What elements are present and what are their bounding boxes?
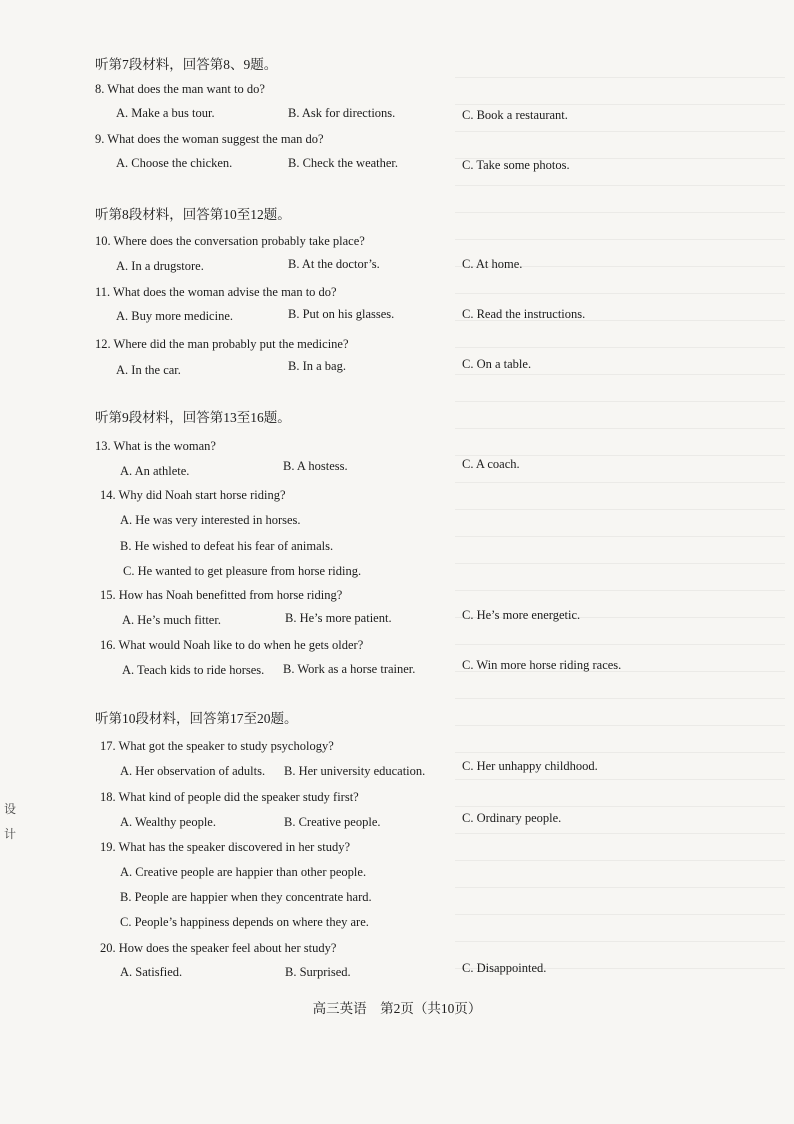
option-b: B. Work as a horse trainer. — [283, 662, 416, 676]
option-a: A. Teach kids to ride horses. — [122, 663, 265, 677]
option-b: B. At the doctor’s. — [288, 257, 380, 271]
option-c: C. Her unhappy childhood. — [462, 759, 598, 773]
option-c: C. Disappointed. — [462, 961, 547, 975]
option-a: A. Satisfied. — [120, 965, 183, 979]
option-b: B. He wished to defeat his fear of animals. — [120, 539, 334, 553]
question-14: 14. Why did Noah start horse riding? — [100, 488, 286, 502]
option-c: C. He’s more energetic. — [462, 608, 581, 622]
option-b: B. Her university education. — [284, 764, 426, 778]
section-header: 听第7段材料，回答第8、9题。 — [95, 57, 278, 72]
option-b: B. Creative people. — [284, 815, 381, 829]
option-a: A. An athlete. — [120, 464, 190, 478]
option-c: C. On a table. — [462, 357, 532, 371]
question-20: 20. How does the speaker feel about her study? — [100, 941, 337, 955]
option-c: C. A coach. — [462, 457, 520, 471]
option-b: B. Put on his glasses. — [288, 307, 395, 321]
section-header: 听第8段材料，回答第10至12题。 — [95, 207, 291, 222]
question-17: 17. What got the speaker to study psychology? — [100, 739, 334, 753]
option-b: B. A hostess. — [283, 459, 348, 473]
section-header: 听第9段材料，回答第13至16题。 — [95, 410, 291, 425]
question-8: 8. What does the man want to do? — [95, 82, 265, 96]
question-18: 18. What kind of people did the speaker study first? — [100, 790, 359, 804]
option-b: B. In a bag. — [288, 359, 346, 373]
option-c: C. Read the instructions. — [462, 307, 586, 321]
option-c: C. Take some photos. — [462, 158, 570, 172]
option-c: C. At home. — [462, 257, 523, 271]
question-10: 10. Where does the conversation probably take place? — [95, 234, 365, 248]
option-c: C. Book a restaurant. — [462, 108, 568, 122]
question-16: 16. What would Noah like to do when he gets older? — [100, 638, 364, 652]
option-a: A. Buy more medicine. — [116, 309, 233, 323]
option-c: C. He wanted to get pleasure from horse riding. — [123, 564, 362, 578]
option-a: A. He’s much fitter. — [122, 613, 221, 627]
margin-mark: 计 — [4, 827, 17, 841]
option-b: B. Surprised. — [285, 965, 351, 979]
option-a: A. Wealthy people. — [120, 815, 216, 829]
page-footer: 高三英语 第2页（共10页） — [312, 1001, 482, 1016]
option-a: A. He was very interested in horses. — [120, 513, 301, 527]
option-c: C. Win more horse riding races. — [462, 658, 622, 672]
question-15: 15. How has Noah benefitted from horse riding? — [100, 588, 343, 602]
option-a: A. Choose the chicken. — [116, 156, 233, 170]
option-b: B. People are happier when they concentrate hard. — [120, 890, 372, 904]
question-12: 12. Where did the man probably put the medicine? — [95, 337, 349, 351]
question-9: 9. What does the woman suggest the man do? — [95, 132, 324, 146]
option-b: B. He’s more patient. — [285, 611, 392, 625]
question-19: 19. What has the speaker discovered in her study? — [100, 840, 351, 854]
option-c: C. People’s happiness depends on where they are. — [120, 915, 369, 929]
option-a: A. In a drugstore. — [116, 259, 204, 273]
bleed-through — [455, 55, 785, 975]
section-header: 听第10段材料，回答第17至20题。 — [95, 711, 298, 726]
question-11: 11. What does the woman advise the man to do? — [95, 285, 337, 299]
option-b: B. Check the weather. — [288, 156, 399, 170]
option-a: A. Creative people are happier than other people. — [120, 865, 367, 879]
option-a: A. In the car. — [116, 363, 181, 377]
question-13: 13. What is the woman? — [95, 439, 216, 453]
option-c: C. Ordinary people. — [462, 811, 562, 825]
option-a: A. Make a bus tour. — [116, 106, 215, 120]
option-a: A. Her observation of adults. — [120, 764, 266, 778]
option-b: B. Ask for directions. — [288, 106, 396, 120]
margin-mark: 设 — [4, 802, 17, 816]
